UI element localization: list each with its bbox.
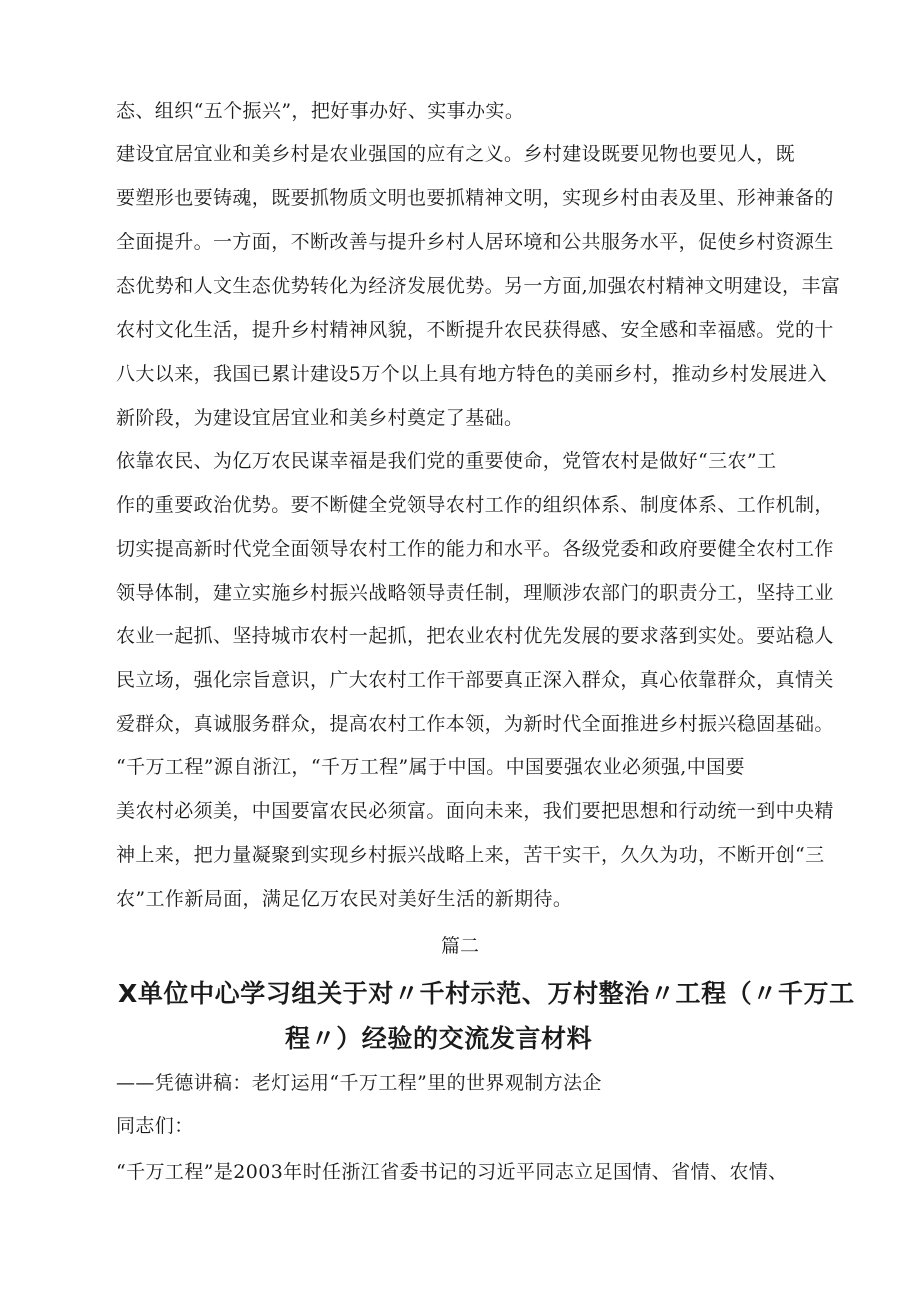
paragraph-line: 民立场，强化宗旨意识，广大农村工作干部要真正深入群众，真心依靠群众，真情关 — [116, 669, 834, 691]
paragraph-line: 全面提升。一方面，不断改善与提升乡村人居环境和公共服务水平，促使乡村资源生 — [116, 231, 834, 253]
paragraph-line: 领导体制，建立实施乡村振兴战略领导责任制，理顺涉农部门的职责分工，坚持工业 — [116, 582, 834, 604]
paragraph-line: 要塑形也要铸魂，既要抓物质文明也要抓精神文明，实现乡村由表及里、形神兼备的 — [116, 187, 834, 209]
paragraph-line: 农村文化生活，提升乡村精神风貌，不断提升农民获得感、安全感和幸福感。党的十 — [116, 319, 834, 341]
paragraph-line: “千万工程”源自浙江，“千万工程”属于中国。中国要强农业必须强,中国要 — [116, 756, 745, 778]
paragraph-line: 作的重要政治优势。要不断健全党领导农村工作的组织体系、制度体系、工作机制， — [116, 494, 834, 516]
paragraph-line: 建设宜居宜业和美乡村是农业强国的应有之义。乡村建设既要见物也要见人，既 — [116, 143, 796, 165]
salutation: 同志们： — [116, 1115, 194, 1137]
paragraph-line: 切实提高新时代党全面领导农村工作的能力和水平。各级党委和政府要健全农村工作 — [116, 538, 834, 560]
section-label: 篇二 — [440, 935, 479, 957]
paragraph-line: 依靠农民、为亿万农民谋幸福是我们党的重要使命，党管农村是做好“三农”工 — [116, 450, 777, 472]
paragraph-line: 爱群众，真诚服务群众，提高农村工作本领，为新时代全面推进乡村振兴稳固基础。 — [116, 713, 834, 735]
intro-tail-line: 态、组织“五个振兴”，把好事办好、实事办实。 — [116, 100, 525, 122]
paragraph-line: 美农村必须美，中国要富农民必须富。面向未来，我们要把思想和行动统一到中央精 — [116, 800, 834, 822]
paragraph-line: 农”工作新局面，满足亿万农民对美好生活的新期待。 — [116, 888, 573, 910]
paragraph-line: 农业一起抓、坚持城市农村一起抓，把农业农村优先发展的要求落到实处。要站稳人 — [116, 625, 834, 647]
paragraph-line: “千万工程”是2003年时任浙江省委书记的习近平同志立足国情、省情、农情、 — [116, 1161, 788, 1183]
paragraph-line: 态优势和人文生态优势转化为经济发展优势。另一方面,加强农村精神文明建设，丰富 — [116, 275, 841, 297]
paragraph-line: 新阶段，为建设宜居宜业和美乡村奠定了基础。 — [116, 407, 524, 429]
paragraph-line: 八大以来，我国已累计建设5万个以上具有地方特色的美丽乡村，推动乡村发展进入 — [116, 363, 827, 385]
subtitle: ——凭德讲稿：老灯运用“千万工程”里的世界观制方法企 — [116, 1072, 602, 1094]
document-title-line-1: X单位中心学习组关于对〃千村示范、万村整治〃工程（〃千万工 — [118, 979, 855, 1008]
paragraph-line: 神上来，把力量凝聚到实现乡村振兴战略上来，苦干实干，久久为功，不断开创“三 — [116, 844, 825, 866]
document-title-line-2: 程〃）经验的交流发言材料 — [285, 1024, 593, 1053]
